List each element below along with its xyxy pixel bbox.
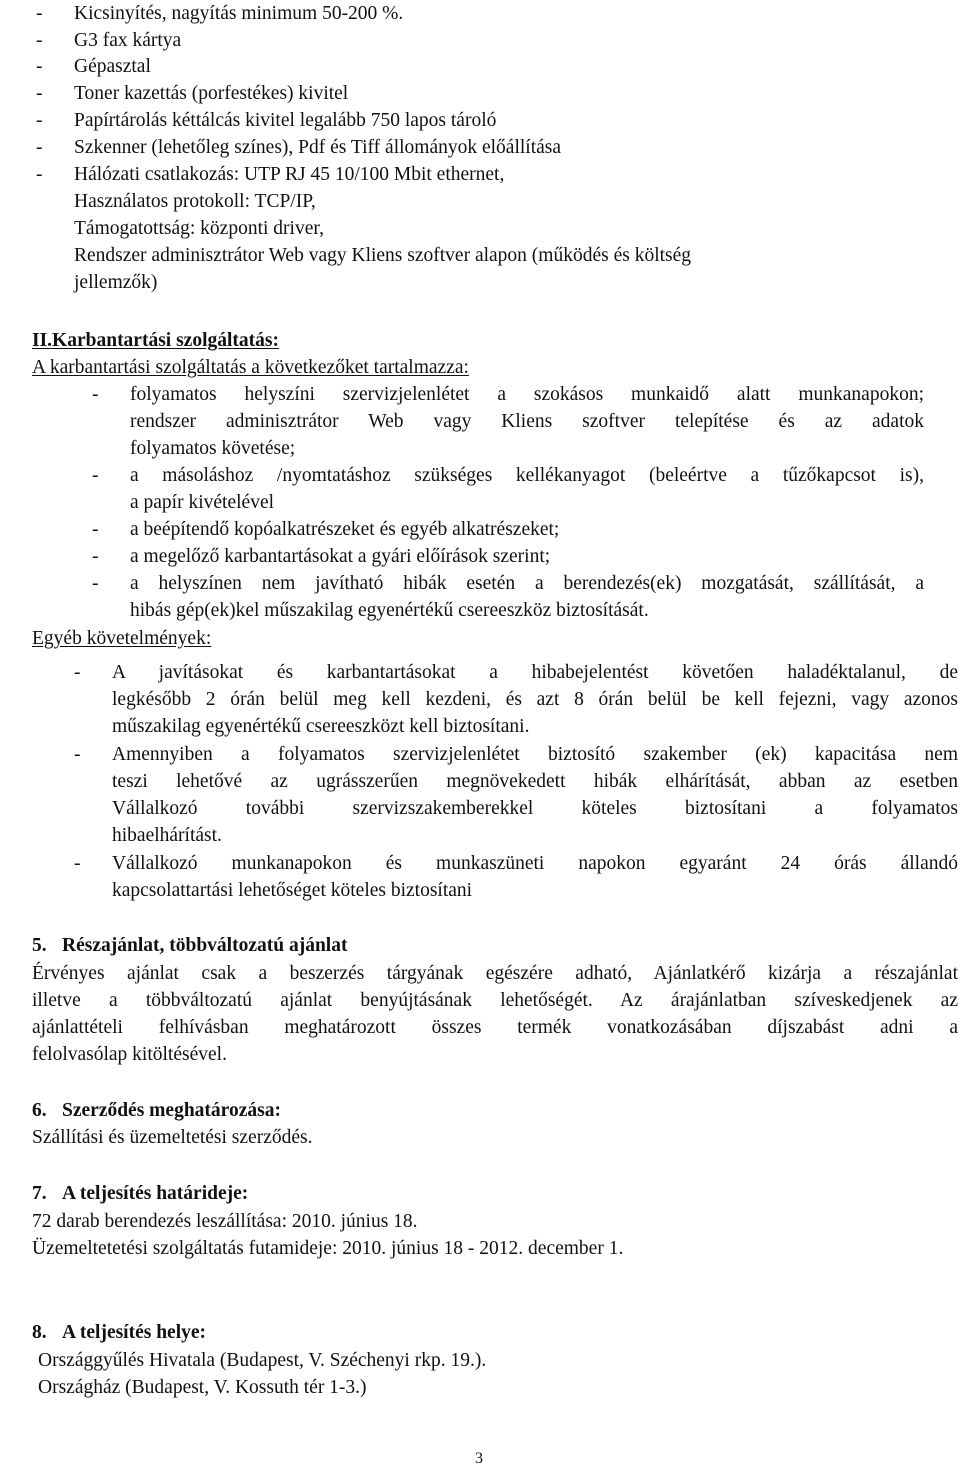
paragraph-line: Üzemeltetetési szolgáltatás futamideje: 2010. június 18 - 2012. december 1. xyxy=(32,1238,624,1259)
paragraph-line: 72 darab berendezés leszállítása: 2010. június 18. xyxy=(32,1211,418,1232)
list-item: Toner kazettás (porfestékes) kivitel xyxy=(74,83,349,104)
section-number: 5. xyxy=(32,935,47,956)
section-heading: II.Karbantartási szolgáltatás: xyxy=(32,330,279,351)
network-line: jellemzők) xyxy=(74,272,158,293)
section-intro: A karbantartási szolgáltatás a következőket tartalmazza: xyxy=(32,357,469,378)
paragraph-line: Országgyűlés Hivatala (Budapest, V. Széchenyi rkp. 19.). xyxy=(38,1350,487,1371)
list-item-continuation: a papír kivételével xyxy=(130,492,275,513)
subsection-heading: Egyéb követelmények: xyxy=(32,628,212,649)
network-line: Rendszer adminisztrátor Web vagy Kliens szoftver alapon (működés és költség xyxy=(74,245,692,266)
section-title: A teljesítés helye: xyxy=(62,1322,207,1343)
list-dash: - xyxy=(92,573,99,594)
list-dash: - xyxy=(92,465,99,486)
list-item: folyamatos helyszíni szervizjelenlétet a szokásos munkaidő alatt munkanapokon; xyxy=(130,384,924,405)
list-item: Hálózati csatlakozás: UTP RJ 45 10/100 Mbit ethernet, xyxy=(74,164,505,185)
list-item: G3 fax kártya xyxy=(74,30,182,51)
paragraph-line: Szállítási és üzemeltetési szerződés. xyxy=(32,1127,313,1148)
list-dash: - xyxy=(74,853,81,874)
list-item: Vállalkozó munkanapokon és munkaszüneti napokon egyaránt 24 órás állandó xyxy=(112,853,958,874)
list-dash: - xyxy=(36,137,43,158)
list-item-continuation: hibaelhárítást. xyxy=(112,825,222,846)
paragraph-line: Érvényes ajánlat csak a beszerzés tárgyának egészére adható, Ajánlatkérő kizárja a részajánlat xyxy=(32,963,958,984)
list-dash: - xyxy=(36,30,43,51)
list-dash: - xyxy=(74,744,81,765)
list-item-continuation: folyamatos követése; xyxy=(130,438,296,459)
list-item: A javításokat és karbantartásokat a hibabejelentést követően haladéktalanul, de xyxy=(112,662,958,683)
paragraph-line: ajánlattételi felhívásban meghatározott összes termék vonatkozásában díjszabást adni a xyxy=(32,1017,958,1038)
list-dash: - xyxy=(36,83,43,104)
list-item-continuation: rendszer adminisztrátor Web vagy Kliens szoftver telepítése és az adatok xyxy=(130,411,924,432)
list-item: Amennyiben a folyamatos szervizjelenlétet biztosító szakember (ek) kapacitása nem xyxy=(112,744,958,765)
paragraph-line: illetve a többváltozatú ajánlat benyújtásának lehetőségét. Az árajánlatban szíveskedjenek az xyxy=(32,990,958,1011)
list-dash: - xyxy=(92,546,99,567)
list-item: a beépítendő kopóalkatrészeket és egyéb alkatrészeket; xyxy=(130,519,560,540)
list-item: Kicsinyítés, nagyítás minimum 50-200 %. xyxy=(74,3,404,24)
page-number: 3 xyxy=(475,1450,483,1467)
list-item: a másoláshoz /nyomtatáshoz szükséges kellékanyagot (beleértve a tűzőkapcsot is), xyxy=(130,465,924,486)
list-item-continuation: legkésőbb 2 órán belül meg kell kezdeni, és azt 8 órán belül be kell fejezni, vagy azonos xyxy=(112,689,958,710)
list-item: a helyszínen nem javítható hibák esetén a berendezés(ek) mozgatását, szállítását, a xyxy=(130,573,924,594)
list-item: Papírtárolás kéttálcás kivitel legalább 750 lapos tároló xyxy=(74,110,497,131)
paragraph-line: Országház (Budapest, V. Kossuth tér 1-3.) xyxy=(38,1377,367,1398)
list-item: Szkenner (lehetőleg színes), Pdf és Tiff állományok előállítása xyxy=(74,137,562,158)
list-dash: - xyxy=(74,662,81,683)
paragraph-line: felolvasólap kitöltésével. xyxy=(32,1044,227,1065)
list-item: Gépasztal xyxy=(74,56,151,77)
list-item: a megelőző karbantartásokat a gyári előírások szerint; xyxy=(130,546,551,567)
section-number: 6. xyxy=(32,1100,47,1121)
list-dash: - xyxy=(36,164,43,185)
list-dash: - xyxy=(92,384,99,405)
list-dash: - xyxy=(92,519,99,540)
section-title: A teljesítés határideje: xyxy=(62,1183,249,1204)
list-item-continuation: Vállalkozó további szervizszakemberekkel köteles biztosítani a folyamatos xyxy=(112,798,958,819)
section-number: 8. xyxy=(32,1322,47,1343)
network-line: Támogatottság: központi driver, xyxy=(74,218,324,239)
list-dash: - xyxy=(36,3,43,24)
network-line: Használatos protokoll: TCP/IP, xyxy=(74,191,316,212)
list-item-continuation: műszakilag egyenértékű csereeszközt kell biztosítani. xyxy=(112,716,530,737)
section-number: 7. xyxy=(32,1183,47,1204)
list-dash: - xyxy=(36,110,43,131)
list-item-continuation: kapcsolattartási lehetőséget köteles biztosítani xyxy=(112,880,473,901)
section-title: Részajánlat, többváltozatú ajánlat xyxy=(62,935,348,956)
list-dash: - xyxy=(36,56,43,77)
list-item-continuation: hibás gép(ek)kel műszakilag egyenértékű csereeszköz biztosítását. xyxy=(130,600,649,621)
section-title: Szerződés meghatározása: xyxy=(62,1100,281,1121)
list-item-continuation: teszi lehetővé az ugrásszerűen megnövekedett hibák elhárítását, abban az esetben xyxy=(112,771,958,792)
